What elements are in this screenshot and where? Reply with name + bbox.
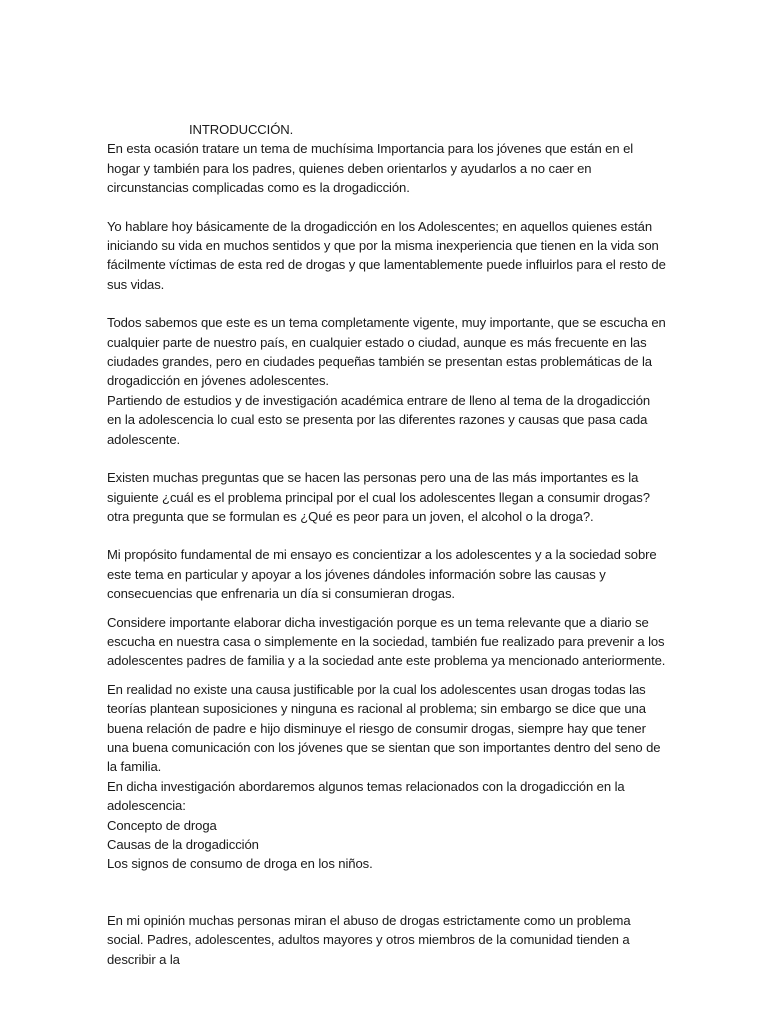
paragraph-spacer bbox=[107, 449, 667, 468]
list-item: Concepto de droga bbox=[107, 817, 217, 833]
list-item: Los signos de consumo de droga en los niños. bbox=[107, 856, 373, 872]
paragraph-opinion: En mi opinión muchas personas miran el abuso de drogas estrictamente como un problema social. Padres, adolescentes, adultos mayores y otros miembros de la comunidad tienden a describir a la bbox=[107, 912, 631, 967]
paragraph-questions: Existen muchas preguntas que se hacen las personas pero una de las más importantes es la siguiente ¿cuál es el problema principal por el cual los adolescentes llegan a consumir drogas? otra pregunta que se formulan es ¿Qué es peor para un joven, el alcohol o la droga?. bbox=[107, 470, 650, 524]
document-body bbox=[107, 120, 667, 969]
paragraph-spacer bbox=[107, 294, 667, 313]
paragraph-spacer bbox=[107, 874, 667, 911]
paragraph-topics-intro: En dicha investigación abordaremos algunos temas relacionados con la drogadicción en la adolescencia: bbox=[107, 778, 625, 814]
paragraph-importance: Considere importante elaborar dicha investigación porque es un tema relevante que a diario se escucha en nuestra casa o simplemente en la sociedad, también fue realizado para prevenir a los adolescentes padres de familia y a la sociedad ante este problema ya mencionado anteriormente. bbox=[107, 614, 666, 669]
paragraph-causes: En realidad no existe una causa justificable por la cual los adolescentes usan drogas todas las teorías plantean suposiciones y ninguna es racional al problema; sin embargo se dice que una buena relación de padre e hijo disminuye el riesgo de consumir drogas, siempre hay que tener una buena comunicación con los jóvenes que se sientan que son importantes dentro del seno de la familia. bbox=[107, 681, 661, 775]
paragraph-adolescents: Yo hablare hoy básicamente de la drogadicción en los Adolescentes; en aquellos quienes están iniciando su vida en muchos sentidos y que por la misma inexperiencia que tienen en la vida son fácilmente víctimas de esta red de drogas y que lamentablemente puede influirlos para el resto de sus vidas. bbox=[107, 218, 666, 292]
paragraph-purpose: Mi propósito fundamental de mi ensayo es concientizar a los adolescentes y a la sociedad sobre este tema en particular y apoyar a los jóvenes dándoles información sobre las causas y consecuencias que enfrenaria un día si consumieran drogas. bbox=[107, 547, 657, 602]
document-title: INTRODUCCIÓN. bbox=[189, 122, 294, 137]
paragraph-current-topic: Todos sabemos que este es un tema completamente vigente, muy importante, que se escucha en cualquier parte de nuestro país, en cualquier estado o ciudad, aunque es más frecuente en las ciudades grandes, pero en ciudades pequeñas también se presentan estas problemáticas de la drogadicción en jóvenes adolescentes. bbox=[107, 315, 666, 389]
paragraph-spacer bbox=[107, 526, 667, 545]
paragraph-research: Partiendo de estudios y de investigación académica entrare de lleno al tema de la drogadicción en la adolescencia lo cual esto se presenta por las diferentes razones y causas que pasa cada adolescente. bbox=[107, 392, 651, 447]
paragraph-intro: En esta ocasión tratare un tema de muchísima Importancia para los jóvenes que están en el hogar y también para los padres, quienes deben orientarlos y ayudarlos a no caer en circunstancias complicadas como es la drogadicción. bbox=[107, 141, 634, 196]
paragraph-spacer bbox=[107, 604, 667, 613]
paragraph-spacer bbox=[107, 198, 667, 217]
topics-list bbox=[107, 816, 667, 874]
list-item: Causas de la drogadicción bbox=[107, 837, 259, 852]
paragraph-spacer bbox=[107, 671, 667, 680]
